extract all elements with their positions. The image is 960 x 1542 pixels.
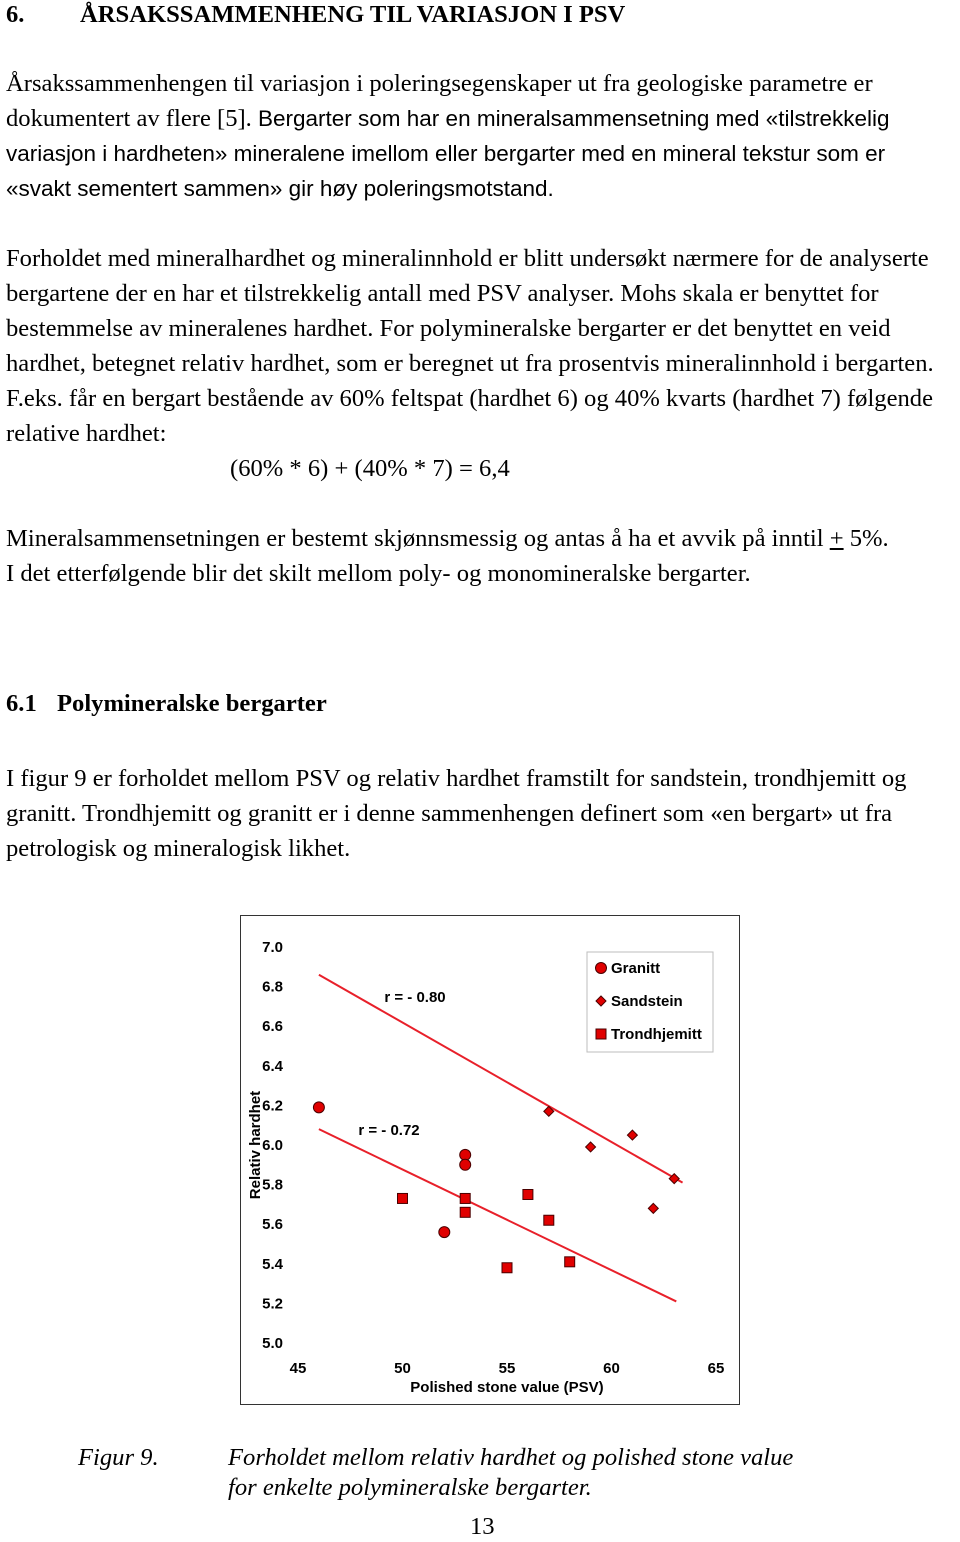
- y-tick-label: 6.6: [262, 1018, 283, 1036]
- paragraph-1-line: Årsakssammenhengen til variasjon i poleringsegenskaper ut fra geologiske parametre er: [6, 70, 873, 97]
- legend-circle-marker: [596, 963, 607, 974]
- y-tick-label: 5.6: [262, 1216, 283, 1234]
- granitt-point: [460, 1159, 471, 1170]
- subsection-title: Polymineralske bergarter: [57, 690, 327, 717]
- trondhjemitt-point: [523, 1190, 533, 1200]
- paragraph-1-line: [6, 104, 890, 134]
- plus-minus-sign: +: [829, 525, 844, 552]
- paragraph-1-line: «svakt sementert sammen» gir høy poleringsmotstand.: [6, 176, 554, 201]
- x-tick-label: 65: [707, 1360, 725, 1377]
- paragraph-1-text: dokumentert av flere [5].: [6, 105, 258, 132]
- y-tick-label: 6.8: [262, 978, 283, 996]
- hardness-formula: (60% * 6) + (40% * 7) = 6,4: [230, 455, 510, 482]
- paragraph-4-line: granitt. Trondhjemitt og granitt er i denne sammenhengen definert som «en bergart» ut fra: [6, 800, 893, 827]
- legend-label: Granitt: [611, 960, 661, 977]
- figure-caption-line: Forholdet mellom relativ hardhet og polished stone value: [228, 1444, 794, 1471]
- y-tick-label: 6.0: [262, 1137, 283, 1154]
- correlation-label: r = - 0.72: [358, 1122, 420, 1139]
- paragraph-2-line: bergartene der en har et tilstrekkelig antall med PSV analyser. Mohs skala er benyttet for: [6, 280, 879, 307]
- section-title: ÅRSAKSSAMMENHENG TIL VARIASJON I PSV: [80, 1, 626, 28]
- x-tick-label: 60: [603, 1360, 620, 1377]
- trondhjemitt-point: [460, 1193, 470, 1203]
- legend-label: Trondhjemitt: [611, 1026, 702, 1043]
- subsection-number: 6.1: [6, 690, 37, 717]
- paragraph-2-line: relative hardhet:: [6, 420, 167, 447]
- paragraph-2-line: F.eks. får en bergart bestående av 60% feltspat (hardhet 6) og 40% kvarts (hardhet 7) følgende: [6, 385, 934, 412]
- y-tick-label: 5.0: [262, 1335, 283, 1352]
- legend-label: Sandstein: [611, 993, 683, 1010]
- paragraph-3-line: [6, 524, 889, 554]
- y-axis-title: Relativ hardhet: [247, 1090, 264, 1200]
- y-tick-label: 6.4: [262, 1057, 283, 1075]
- paragraph-2-line: Forholdet med mineralhardhet og mineralinnhold er blitt undersøkt nærmere for de analyserte: [6, 245, 929, 272]
- x-axis-title: Polished stone value (PSV): [410, 1379, 604, 1396]
- y-tick-label: 5.8: [262, 1176, 283, 1194]
- paragraph-4-line: I figur 9 er forholdet mellom PSV og relativ hardhet framstilt for sandstein, trondhjemitt og: [6, 765, 907, 792]
- correlation-label: r = - 0.80: [384, 989, 446, 1006]
- paragraph-4-line: petrologisk og mineralogisk likhet.: [6, 835, 351, 862]
- granitt-point: [439, 1227, 450, 1238]
- granitt-point: [460, 1149, 471, 1160]
- x-tick-label: 55: [498, 1360, 516, 1377]
- paragraph-3-line: I det etterfølgende blir det skilt mellom poly- og monomineralske bergarter.: [6, 560, 751, 587]
- page-number: 13: [470, 1513, 495, 1540]
- trondhjemitt-point: [565, 1257, 575, 1267]
- paragraph-1-text: Bergarter som har en mineralsammensetning med «tilstrekkelig: [257, 106, 890, 131]
- figure-label: Figur 9.: [78, 1444, 159, 1471]
- paragraph-2-line: bestemmelse av mineralenes hardhet. For polymineralske bergarter er det benyttet en veid: [6, 315, 891, 342]
- paragraph-3-text: 5%.: [843, 525, 889, 552]
- paragraph-1-line: variasjon i hardheten» mineralene imellom eller bergarter med en mineral tekstur som er: [6, 141, 886, 166]
- paragraph-3-text: Mineralsammensetningen er bestemt skjønnsmessig og antas å ha et avvik på inntil: [6, 525, 830, 552]
- trondhjemitt-point: [544, 1215, 554, 1225]
- trondhjemitt-point: [460, 1207, 470, 1217]
- y-tick-label: 7.0: [262, 939, 283, 956]
- y-tick-label: 5.2: [262, 1295, 283, 1313]
- y-tick-label: 6.2: [262, 1097, 283, 1115]
- figure-caption-line: for enkelte polymineralske bergarter.: [228, 1474, 592, 1501]
- x-tick-label: 45: [289, 1360, 307, 1377]
- trondhjemitt-point: [398, 1193, 408, 1203]
- paragraph-2-line: hardhet, betegnet relativ hardhet, som er beregnet ut fra prosentvis mineralinnhold i bergarten.: [6, 350, 934, 377]
- trondhjemitt-point: [502, 1263, 512, 1273]
- legend-square-marker: [596, 1029, 606, 1039]
- scatter-chart: [240, 915, 740, 1405]
- granitt-point: [313, 1102, 324, 1113]
- y-tick-label: 5.4: [262, 1255, 283, 1273]
- section-number: 6.: [6, 1, 25, 28]
- x-tick-label: 50: [394, 1360, 411, 1377]
